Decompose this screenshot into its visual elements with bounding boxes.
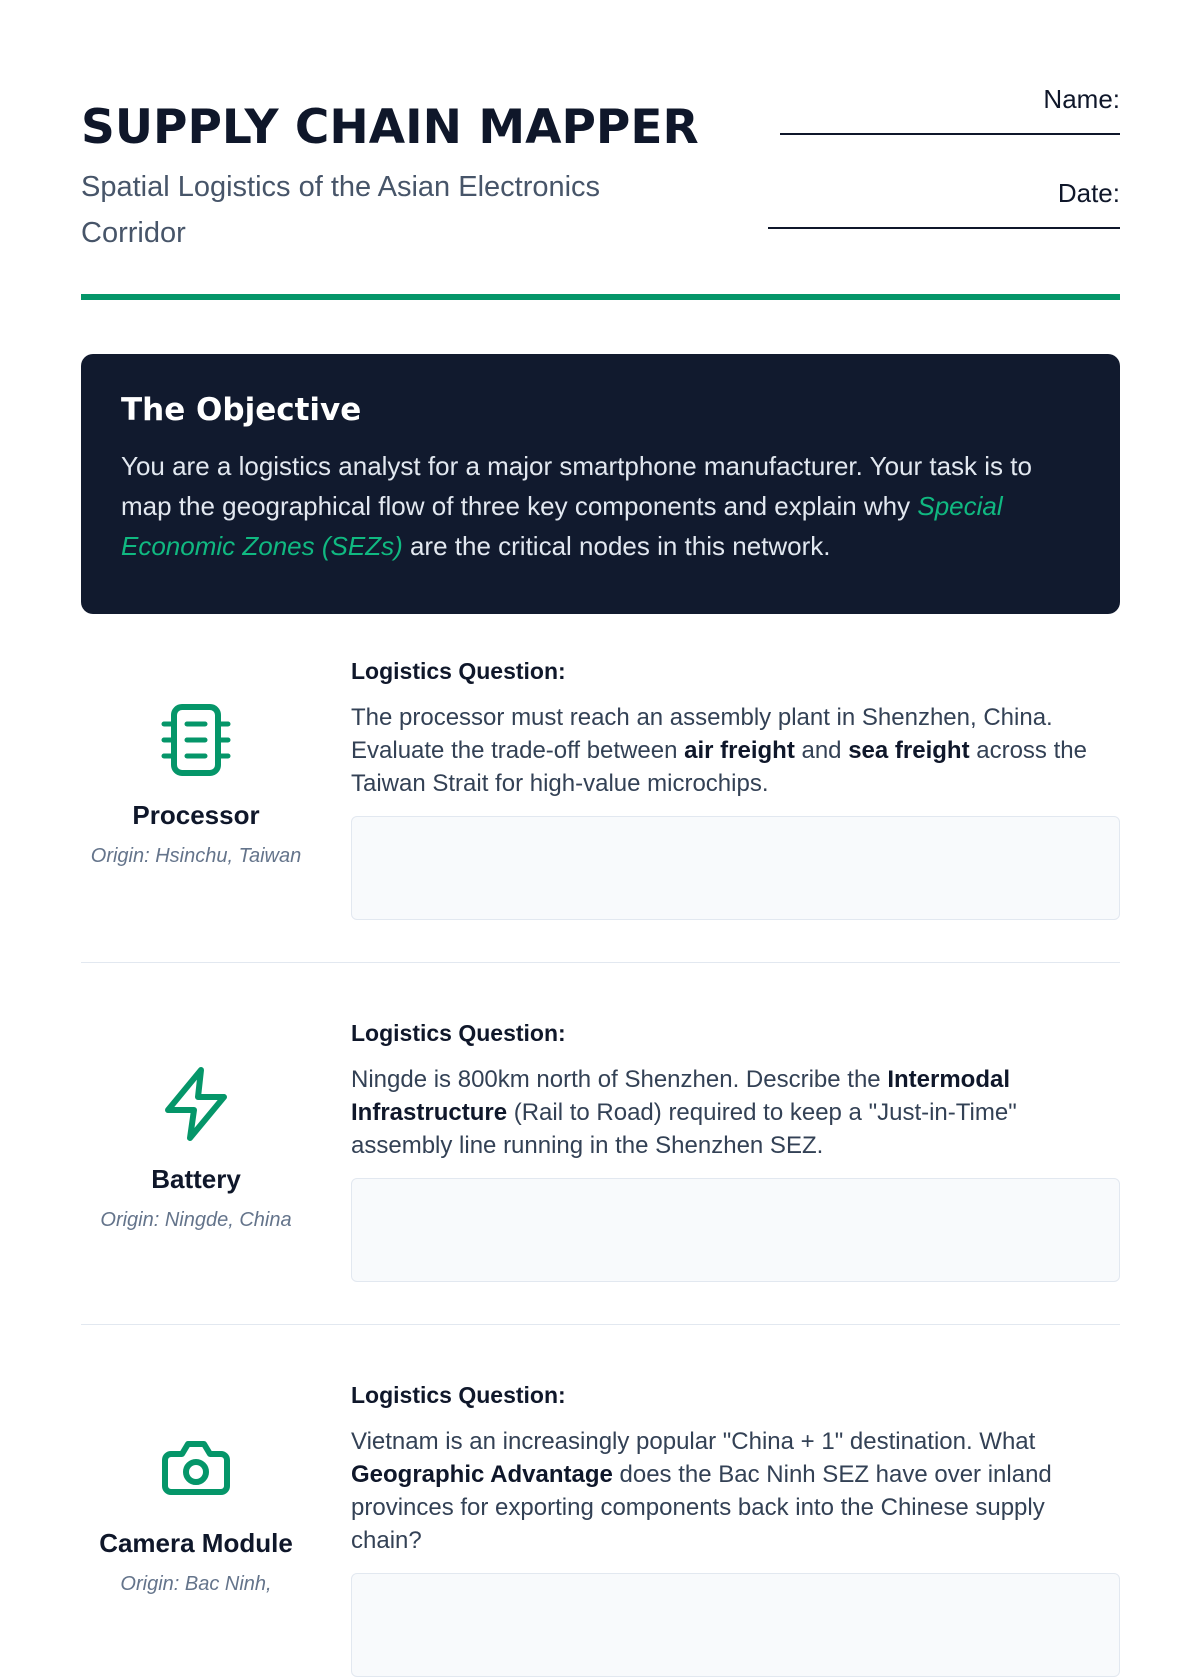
question-text xyxy=(351,1425,1120,1557)
question-text-part: does the Bac Ninh SEZ have over inland provinces for exporting components back into the Chinese supply chain? xyxy=(351,1461,1052,1554)
question-block xyxy=(351,1382,1120,1677)
question-text-part: Vietnam is an increasingly popular "China + 1" destination. What xyxy=(351,1428,1036,1455)
question-text-part: across the Taiwan Strait for high-value microchips. xyxy=(351,737,1087,797)
objective-text-start: You are a logistics analyst for a major smartphone manufacturer. Your task is to map the geographical flow of three key components and explain why xyxy=(121,451,1032,521)
section-divider xyxy=(81,1324,1120,1325)
objective-text-end: are the critical nodes in this network. xyxy=(402,531,831,561)
question-label: Logistics Question: xyxy=(351,1020,566,1046)
question-keyword: Geographic Advantage xyxy=(351,1461,613,1488)
question-text xyxy=(351,701,1120,800)
date-label: Date: xyxy=(1057,178,1120,208)
name-field[interactable] xyxy=(740,84,1120,135)
question-keyword: Intermodal Infrastructure xyxy=(351,1066,1010,1126)
component-name: Processor xyxy=(132,800,260,830)
objective-panel xyxy=(81,354,1120,614)
section-divider xyxy=(81,962,1120,963)
camera-icon xyxy=(161,1430,231,1506)
component-name: Battery xyxy=(151,1164,241,1194)
worksheet-page xyxy=(81,0,1120,1600)
question-text-part: Ningde is 800km north of Shenzhen. Describe the xyxy=(351,1066,888,1093)
component-origin: Origin: Bac Ninh, xyxy=(120,1573,272,1595)
question-text-part: (Rail to Road) required to keep a "Just-in-Time" assembly line running in the Shenzhen SEZ. xyxy=(351,1099,1017,1159)
question-text-part: The processor must reach an assembly plant in Shenzhen, China. Evaluate the trade-off between xyxy=(351,704,1053,764)
lightning-icon xyxy=(161,1066,231,1142)
component-info xyxy=(81,1430,311,1596)
answer-box[interactable] xyxy=(351,1178,1120,1282)
header-divider xyxy=(81,294,1120,300)
answer-box[interactable] xyxy=(351,1573,1120,1677)
page-subtitle: Spatial Logistics of the Asian Electronics Corridor xyxy=(81,171,601,249)
question-block xyxy=(351,1020,1120,1282)
page-title: SUPPLY CHAIN MAPPER xyxy=(81,100,699,155)
component-origin: Origin: Ningde, China xyxy=(100,1209,292,1231)
objective-text xyxy=(121,446,1080,566)
question-label: Logistics Question: xyxy=(351,658,566,684)
answer-box[interactable] xyxy=(351,816,1120,920)
chip-icon xyxy=(161,702,231,778)
question-keyword: sea freight xyxy=(848,737,970,764)
question-block xyxy=(351,658,1120,920)
name-label: Name: xyxy=(1043,84,1120,114)
component-info xyxy=(81,702,311,868)
question-keyword: air freight xyxy=(684,737,795,764)
component-name: Camera Module xyxy=(99,1528,293,1558)
component-info xyxy=(81,1066,311,1232)
question-text xyxy=(351,1063,1120,1162)
objective-heading: The Objective xyxy=(121,392,362,428)
name-line[interactable] xyxy=(780,133,1120,135)
question-text-part: and xyxy=(794,737,849,764)
date-field[interactable] xyxy=(740,178,1120,229)
question-label: Logistics Question: xyxy=(351,1382,566,1408)
date-line[interactable] xyxy=(768,227,1120,229)
objective-highlight: Special Economic Zones (SEZs) xyxy=(121,491,1003,561)
component-origin: Origin: Hsinchu, Taiwan xyxy=(90,845,302,867)
